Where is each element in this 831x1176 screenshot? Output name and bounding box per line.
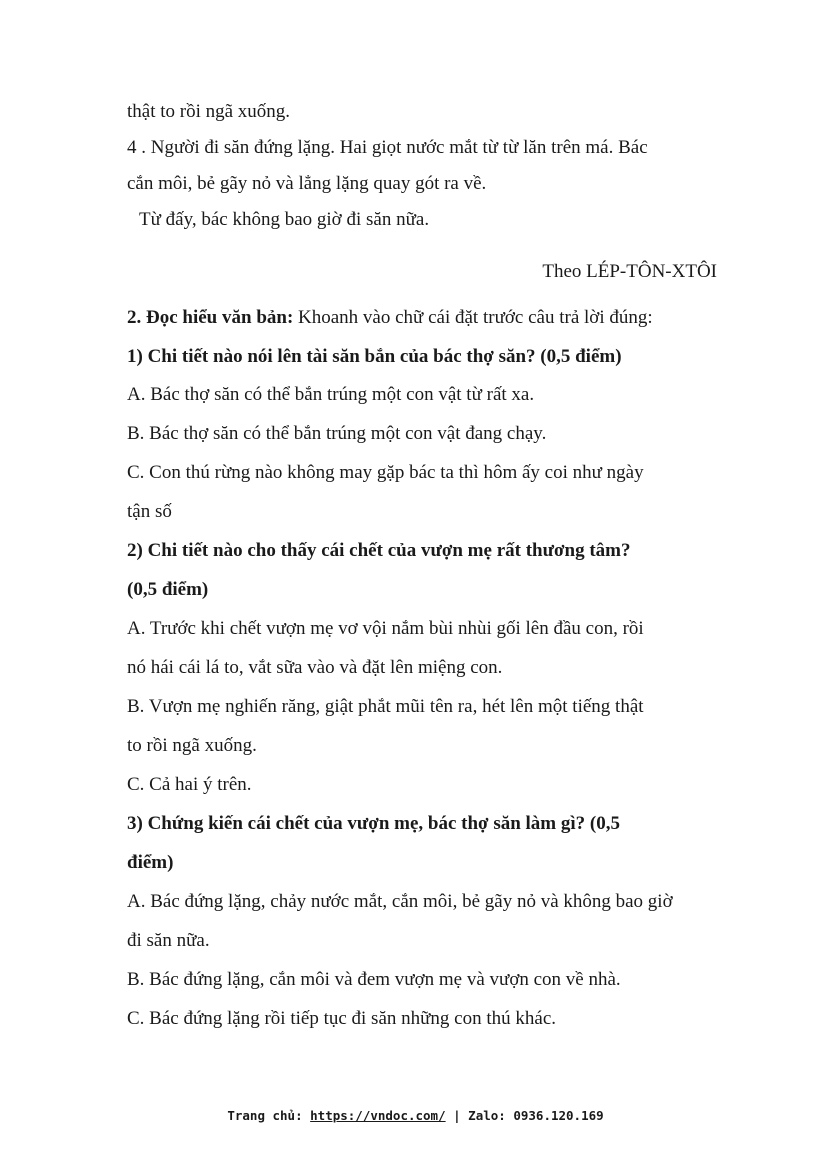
passage-line: thật to rồi ngã xuống. [127, 101, 291, 122]
author-attribution: Theo LÉP-TÔN-XTÔI [542, 261, 717, 282]
answer-option-continuation: tận số [127, 501, 172, 522]
section-heading-instruction: Khoanh vào chữ cái đặt trước câu trả lời đúng: [293, 307, 653, 328]
passage-line: cắn môi, bẻ gãy nỏ và lẳng lặng quay gót ra về. [127, 173, 487, 194]
question-title: 1) Chi tiết nào nói lên tài săn bắn của bác thợ săn? (0,5 điểm) [127, 346, 622, 367]
question-title-continuation: điểm) [127, 852, 174, 873]
passage-line: Từ đấy, bác không bao giờ đi săn nữa. [139, 209, 430, 230]
page-footer [0, 1108, 831, 1123]
question-title-continuation: (0,5 điểm) [127, 579, 209, 600]
answer-option: B. Vượn mẹ nghiến răng, giật phắt mũi tên ra, hét lên một tiếng thật [127, 696, 644, 717]
answer-option-continuation: đi săn nữa. [127, 930, 210, 951]
footer-home-label: Trang chủ: [227, 1108, 311, 1123]
section-heading-label: 2. Đọc hiểu văn bản: [127, 307, 294, 328]
answer-option: B. Bác đứng lặng, cắn môi và đem vượn mẹ và vượn con về nhà. [127, 969, 621, 990]
question-title: 2) Chi tiết nào cho thấy cái chết của vượn mẹ rất thương tâm? [127, 540, 631, 561]
question-title: 3) Chứng kiến cái chết của vượn mẹ, bác thợ săn làm gì? (0,5 [127, 813, 620, 834]
answer-option: B. Bác thợ săn có thể bắn trúng một con vật đang chạy. [127, 423, 547, 444]
homepage-link[interactable]: https://vndoc.com/ [310, 1108, 446, 1123]
answer-option: C. Cả hai ý trên. [127, 774, 252, 795]
passage-line: 4 . Người đi săn đứng lặng. Hai giọt nước mắt từ từ lăn trên má. Bác [127, 137, 648, 158]
answer-option-continuation: to rồi ngã xuống. [127, 735, 257, 756]
answer-option: A. Bác thợ săn có thể bắn trúng một con vật từ rất xa. [127, 384, 535, 405]
footer-contact: | Zalo: 0936.120.169 [445, 1108, 604, 1123]
answer-option: A. Bác đứng lặng, chảy nước mắt, cắn môi, bẻ gãy nỏ và không bao giờ [127, 891, 673, 912]
section-heading [127, 306, 653, 330]
answer-option: A. Trước khi chết vượn mẹ vơ vội nắm bùi nhùi gối lên đầu con, rồi [127, 618, 644, 639]
answer-option: C. Bác đứng lặng rồi tiếp tục đi săn những con thú khác. [127, 1008, 557, 1029]
answer-option: C. Con thú rừng nào không may gặp bác ta thì hôm ấy coi như ngày [127, 462, 644, 483]
answer-option-continuation: nó hái cái lá to, vắt sữa vào và đặt lên miệng con. [127, 657, 503, 678]
